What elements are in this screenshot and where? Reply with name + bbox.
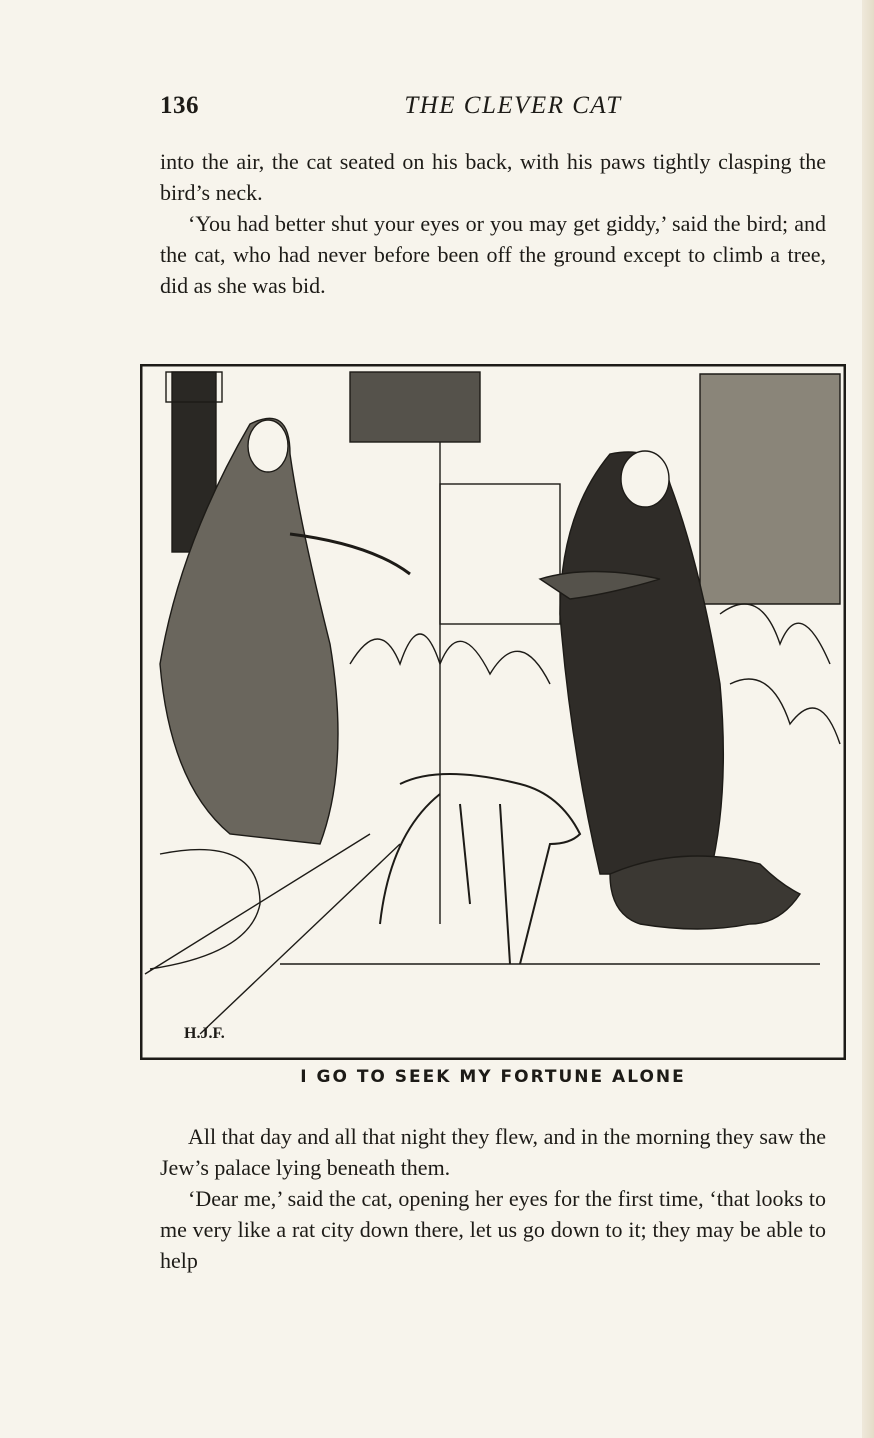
paragraph: All that day and all that night they flew, and in the morning they saw the Jew’s palace lying beneath them. (160, 1124, 826, 1180)
running-title: THE CLEVER CAT (404, 92, 622, 119)
page-header (160, 92, 826, 128)
illustration-plate (140, 364, 846, 1060)
paragraph: ‘You had better shut your eyes or you may get giddy,’ said the bird; and the cat, who had never before been off the ground except to climb a tree, did as she was bid. (160, 211, 826, 298)
page-number: 136 (160, 92, 199, 119)
body-text-top (160, 146, 826, 301)
paragraph: ‘Dear me,’ said the cat, opening her eyes for the first time, ‘that looks to me very like a rat city down there, let us go down to it; they may be able to help (160, 1186, 826, 1273)
page-edge (862, 0, 874, 1438)
paragraph: into the air, the cat seated on his back, with his paws tightly clasping the bird’s neck. (160, 149, 826, 205)
artist-signature: H.J.F. (184, 1025, 225, 1042)
illustration-caption: I GO TO SEEK MY FORTUNE ALONE (300, 1067, 686, 1087)
body-text-bottom (160, 1121, 826, 1276)
